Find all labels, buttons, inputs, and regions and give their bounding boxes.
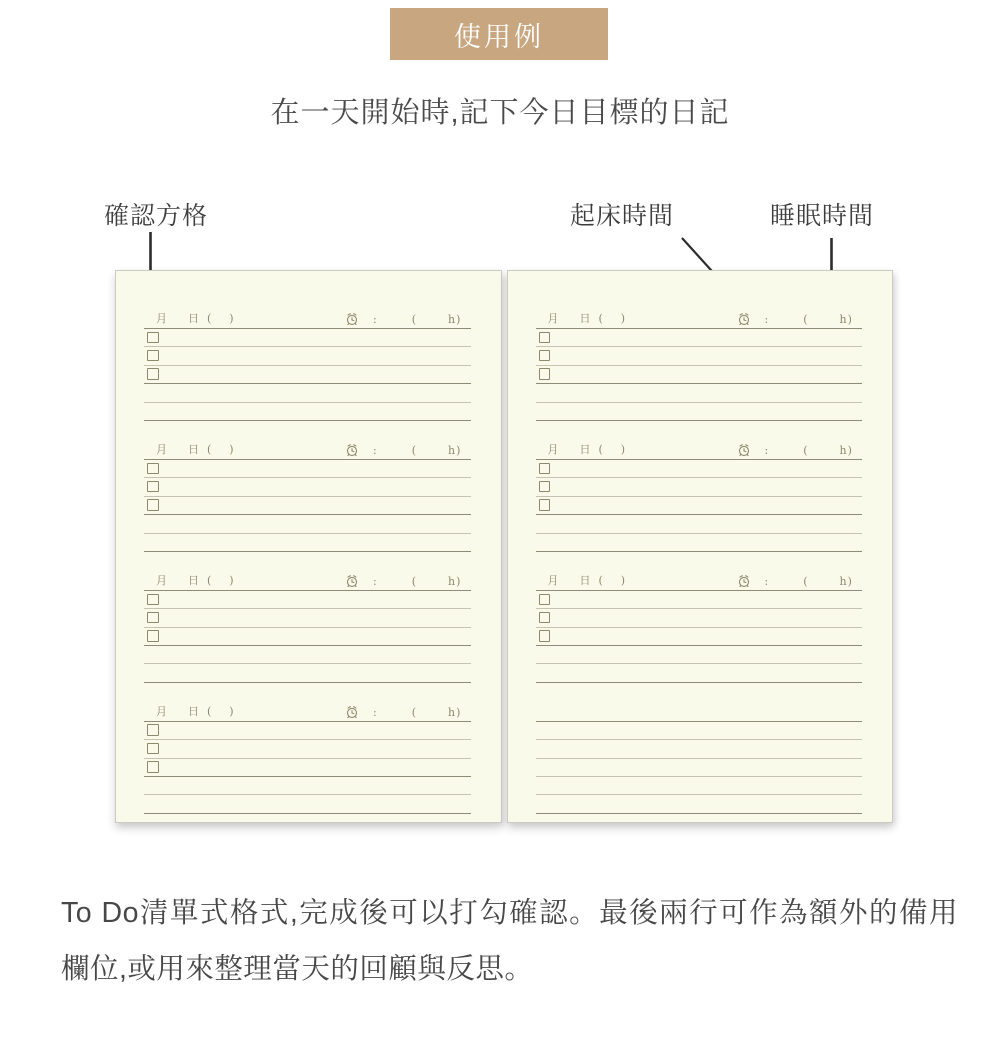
wake-time-colon: : [373, 443, 377, 457]
todo-checkbox [147, 743, 159, 755]
memo-line [536, 534, 863, 552]
memo-line [536, 740, 863, 758]
todo-checkbox [539, 499, 551, 511]
entry-date-group [144, 574, 234, 587]
notebook-spread [115, 270, 893, 823]
weekday-paren-open: ( [207, 442, 212, 456]
entry-header-row [144, 439, 471, 460]
entry-time-group [345, 443, 460, 457]
wake-time-colon: : [373, 574, 377, 588]
annotation-sleep-time-label: 睡眠時間 [770, 202, 875, 230]
todo-line [536, 478, 863, 496]
todo-line [536, 329, 863, 347]
todo-checkbox [147, 368, 159, 380]
todo-checkbox [147, 463, 159, 475]
todo-checkbox [147, 724, 159, 736]
alarm-clock-icon [737, 312, 751, 326]
memo-line [536, 722, 863, 740]
weekday-paren-open: ( [207, 573, 212, 587]
todo-line [536, 460, 863, 478]
memo-line [536, 701, 863, 722]
wake-time-colon: : [373, 705, 377, 719]
todo-checkbox [539, 612, 551, 624]
sleep-hours-paren-close: ) [847, 443, 852, 457]
day-label: 日 [188, 704, 199, 718]
todo-checkbox [147, 481, 159, 493]
todo-line [536, 609, 863, 627]
day-label: 日 [188, 312, 199, 325]
memo-line [144, 403, 471, 421]
todo-checkbox [147, 350, 159, 362]
diary-entry-block [144, 701, 471, 814]
sleep-hours-paren-close: ) [847, 313, 852, 326]
todo-checkbox [539, 594, 551, 606]
alarm-clock-icon [345, 312, 359, 326]
weekday-paren-open: ( [207, 312, 212, 325]
sleep-hours-paren-close: ) [456, 705, 461, 719]
todo-line [144, 478, 471, 496]
todo-checkbox [147, 630, 159, 642]
todo-line [536, 628, 863, 646]
memo-line [144, 777, 471, 795]
memo-lines-section [536, 701, 863, 814]
todo-checkbox [539, 481, 551, 493]
wake-time-colon: : [764, 313, 769, 326]
entry-header-row [536, 439, 863, 460]
annotation-checkbox-label: 確認方格 [104, 202, 209, 230]
memo-line [144, 664, 471, 682]
sleep-hours-paren-close: ) [847, 574, 852, 588]
memo-line [536, 777, 863, 795]
entry-time-group [737, 443, 852, 457]
annotation-wake-time-label: 起床時間 [570, 202, 675, 230]
memo-line [536, 795, 863, 813]
todo-line [144, 366, 471, 384]
day-label: 日 [579, 442, 591, 456]
todo-line [144, 609, 471, 627]
entry-date-group [144, 312, 234, 325]
entry-time-group [737, 574, 852, 588]
todo-checkbox [147, 332, 159, 344]
memo-line [536, 646, 863, 664]
memo-line [144, 534, 471, 552]
month-label: 月 [156, 573, 167, 587]
weekday-paren-open: ( [598, 312, 603, 325]
entry-time-group [345, 705, 460, 719]
todo-line [144, 591, 471, 609]
weekday-paren-close: ) [620, 442, 626, 456]
sleep-hours-unit: h [839, 574, 847, 588]
diary-entry-block [536, 570, 863, 683]
todo-checkbox [539, 368, 551, 380]
weekday-paren-close: ) [229, 442, 234, 456]
notebook-page-right [507, 270, 894, 823]
sleep-hours-paren-close: ) [456, 313, 461, 326]
diary-entry-block [144, 308, 471, 421]
sleep-hours-paren-open: ( [803, 574, 808, 588]
weekday-paren-open: ( [207, 704, 212, 718]
subtitle-text: 在一天開始時,記下今日目標的日記 [270, 97, 730, 129]
page-content [536, 308, 863, 814]
wake-time-colon: : [373, 313, 377, 326]
sleep-hours-unit: h [839, 443, 847, 457]
todo-line [536, 591, 863, 609]
sleep-hours-paren-close: ) [456, 574, 461, 588]
day-label: 日 [188, 573, 199, 587]
entry-time-group [345, 312, 460, 326]
todo-checkbox [539, 630, 551, 642]
month-label: 月 [156, 704, 167, 718]
todo-checkbox [147, 499, 159, 511]
sleep-hours-unit: h [448, 705, 456, 719]
todo-checkbox [147, 761, 159, 773]
month-label: 月 [547, 442, 559, 456]
description-text: To Do清單式格式,完成後可以打勾確認。最後兩行可作為額外的備用欄位,或用來整理當天的回顧與反思。 [61, 897, 958, 985]
sleep-hours-unit: h [839, 313, 847, 326]
sleep-hours-unit: h [448, 443, 456, 457]
entry-header-row [536, 570, 863, 591]
entry-date-group [144, 443, 234, 456]
todo-line [536, 497, 863, 515]
page-content [144, 308, 471, 832]
entry-header-row [144, 570, 471, 591]
month-label: 月 [547, 312, 559, 325]
month-label: 月 [156, 442, 167, 456]
todo-checkbox [147, 594, 159, 606]
memo-line [144, 384, 471, 402]
entry-header-row [536, 308, 863, 329]
memo-line [144, 795, 471, 813]
sleep-hours-paren-open: ( [411, 705, 417, 719]
alarm-clock-icon [345, 574, 359, 588]
sleep-hours-unit: h [448, 574, 456, 588]
day-label: 日 [579, 312, 591, 325]
todo-checkbox [147, 612, 159, 624]
sleep-hours-paren-open: ( [411, 443, 417, 457]
memo-line [144, 646, 471, 664]
todo-line [144, 722, 471, 740]
todo-line [144, 740, 471, 758]
diary-entry-block [536, 439, 863, 552]
entry-time-group [345, 574, 460, 588]
todo-line [144, 460, 471, 478]
sleep-hours-paren-open: ( [411, 574, 417, 588]
entry-date-group [536, 443, 626, 456]
diary-entry-block [144, 439, 471, 552]
todo-line [144, 347, 471, 365]
sleep-hours-paren-open: ( [411, 313, 417, 326]
day-label: 日 [188, 442, 199, 456]
wake-time-colon: : [764, 443, 769, 457]
usage-example-badge: 使用例 [390, 8, 608, 60]
entry-date-group [144, 705, 234, 718]
weekday-paren-close: ) [620, 573, 626, 587]
alarm-clock-icon [737, 443, 751, 457]
day-label: 日 [579, 573, 591, 587]
wake-time-colon: : [764, 574, 769, 588]
memo-line [536, 384, 863, 402]
sleep-hours-unit: h [448, 313, 456, 326]
todo-line [144, 497, 471, 515]
month-label: 月 [547, 573, 559, 587]
todo-checkbox [539, 332, 551, 344]
entry-time-group [737, 312, 852, 326]
alarm-clock-icon [345, 705, 359, 719]
notebook-page-left [115, 270, 502, 823]
weekday-paren-open: ( [598, 442, 603, 456]
todo-line [144, 759, 471, 777]
memo-line [536, 664, 863, 682]
alarm-clock-icon [345, 443, 359, 457]
sleep-hours-paren-close: ) [456, 443, 461, 457]
month-label: 月 [156, 312, 167, 325]
sleep-hours-paren-open: ( [803, 313, 808, 326]
weekday-paren-close: ) [229, 704, 234, 718]
weekday-paren-close: ) [229, 573, 234, 587]
sleep-hours-paren-open: ( [803, 443, 808, 457]
entry-date-group [536, 574, 626, 587]
entry-date-group [536, 312, 626, 325]
memo-line [144, 515, 471, 533]
memo-line [536, 759, 863, 777]
memo-line [536, 515, 863, 533]
todo-line [144, 628, 471, 646]
todo-line [536, 347, 863, 365]
diary-entry-block [144, 570, 471, 683]
todo-line [144, 329, 471, 347]
weekday-paren-close: ) [229, 312, 234, 325]
todo-checkbox [539, 350, 551, 362]
memo-line [536, 403, 863, 421]
weekday-paren-open: ( [598, 573, 603, 587]
weekday-paren-close: ) [620, 312, 626, 325]
entry-header-row [144, 701, 471, 722]
entry-header-row [144, 308, 471, 329]
todo-checkbox [539, 463, 551, 475]
todo-line [536, 366, 863, 384]
alarm-clock-icon [737, 574, 751, 588]
diary-entry-block [536, 308, 863, 421]
